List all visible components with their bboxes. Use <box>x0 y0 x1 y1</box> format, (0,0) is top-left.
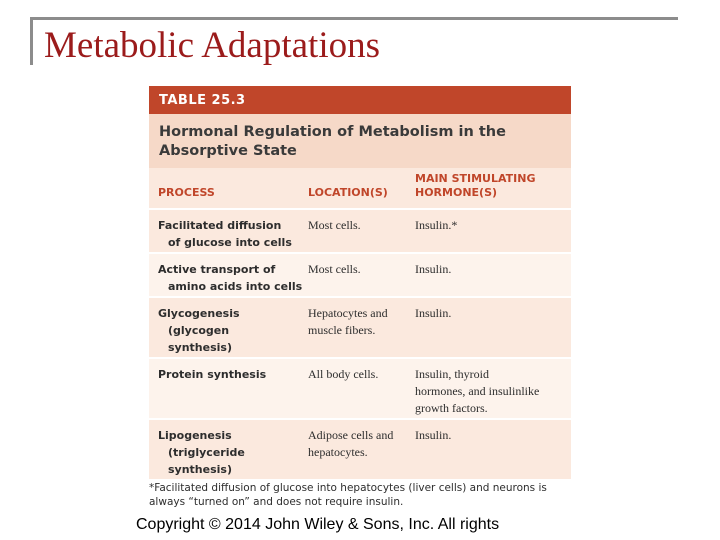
table-row <box>149 418 571 479</box>
cell-process <box>158 217 306 251</box>
table-footnote <box>149 481 579 509</box>
col-header-hormone-line2: HORMONE(S) <box>415 186 498 199</box>
col-header-location: LOCATION(S) <box>308 186 388 199</box>
cell-location-line: All body cells. <box>308 367 379 381</box>
col-header-hormone <box>415 172 535 200</box>
cell-hormone-line: hormones, and insulinlike <box>415 384 540 398</box>
cell-process <box>158 261 306 295</box>
copyright-text: Copyright © 2014 John Wiley & Sons, Inc. All rights <box>136 516 500 533</box>
column-headers <box>149 168 571 208</box>
cell-process-line: of glucose into cells <box>168 236 292 249</box>
cell-process-line: synthesis) <box>168 341 232 354</box>
cell-location <box>308 305 410 339</box>
footnote-line1: *Facilitated diffusion of glucose into hepatocytes (liver cells) and neurons is <box>149 482 547 494</box>
cell-location-line: Adipose cells and <box>308 428 394 442</box>
slide-frame-left <box>30 17 33 65</box>
table-row <box>149 296 571 357</box>
cell-hormone-line: Insulin. <box>415 428 452 442</box>
cell-hormone-line: growth factors. <box>415 401 488 415</box>
cell-location-line: Most cells. <box>308 218 361 232</box>
cell-process-line: (triglyceride <box>168 446 245 459</box>
table-row <box>149 208 571 252</box>
table-row <box>149 357 571 418</box>
cell-location <box>308 427 410 461</box>
cell-process-line: synthesis) <box>168 463 232 476</box>
table <box>149 86 571 479</box>
cell-process-line: Lipogenesis <box>158 429 232 442</box>
cell-hormone <box>415 217 565 234</box>
col-header-hormone-line1: MAIN STIMULATING <box>415 172 536 185</box>
table-body <box>149 208 571 479</box>
cell-location <box>308 366 410 383</box>
cell-process-line: Facilitated diffusion <box>158 219 282 232</box>
cell-hormone <box>415 261 565 278</box>
cell-process-line: amino acids into cells <box>168 280 303 293</box>
cell-process-line: (glycogen <box>168 324 230 337</box>
footnote-line2: always “turned on” and does not require insulin. <box>149 496 404 508</box>
col-header-process: PROCESS <box>158 186 215 199</box>
cell-hormone <box>415 427 565 444</box>
cell-process-line: Glycogenesis <box>158 307 240 320</box>
cell-location-line: Most cells. <box>308 262 361 276</box>
cell-location <box>308 217 410 234</box>
cell-hormone-line: Insulin. <box>415 306 452 320</box>
cell-hormone-line: Insulin.* <box>415 218 458 232</box>
cell-hormone <box>415 305 565 322</box>
cell-process-line: Protein synthesis <box>158 368 267 381</box>
table-number: TABLE 25.3 <box>159 93 246 108</box>
cell-location <box>308 261 410 278</box>
cell-hormone-line: Insulin, thyroid <box>415 367 489 381</box>
cell-process-line: Active transport of <box>158 263 276 276</box>
table-caption-line1: Hormonal Regulation of Metabolism in the <box>159 124 506 140</box>
cell-process <box>158 427 306 478</box>
cell-location-line: hepatocytes. <box>308 445 368 459</box>
cell-hormone-line: Insulin. <box>415 262 452 276</box>
table-caption <box>149 114 571 168</box>
cell-process <box>158 366 306 383</box>
table-header-bar <box>149 86 571 114</box>
cell-hormone <box>415 366 565 417</box>
slide-title: Metabolic Adaptations <box>44 25 381 66</box>
table-row <box>149 252 571 296</box>
slide-frame-top <box>30 17 678 20</box>
table-caption-line2: Absorptive State <box>159 143 297 159</box>
cell-location-line: Hepatocytes and <box>308 306 388 320</box>
cell-process <box>158 305 306 356</box>
cell-location-line: muscle fibers. <box>308 323 376 337</box>
